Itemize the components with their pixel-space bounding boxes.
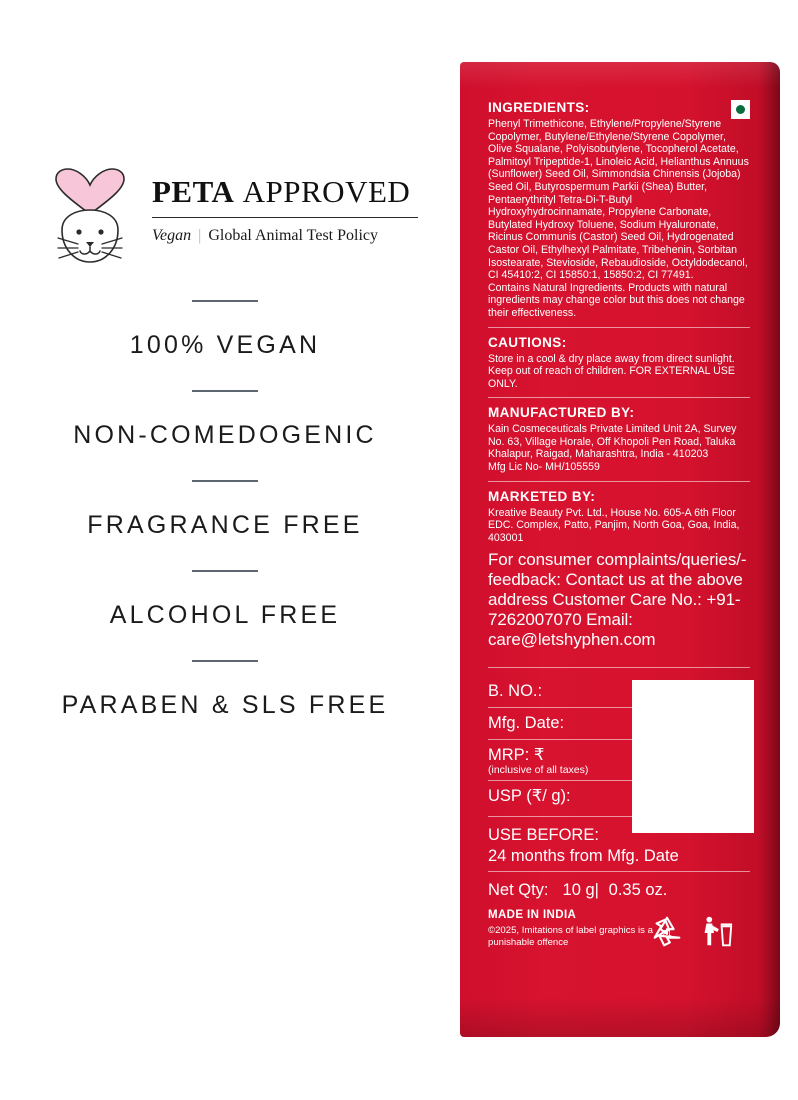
cautions-section: [488, 335, 750, 391]
net-quantity-row: Net Qty: 10 g| 0.35 oz.: [488, 881, 668, 900]
carton-right-edge-shading: [758, 62, 780, 1037]
manufactured-by-body: Kain Cosmeceuticals Private Limited Unit 2A, Survey No. 63, Village Horale, Off Khopoli Pen Road, Taluka Khalapur, Raigad, Maharashtra, India - 410203: [488, 423, 737, 461]
cautions-heading: CAUTIONS:: [488, 334, 567, 350]
peta-divider-rule: [152, 217, 418, 218]
claim-separator: [192, 570, 258, 572]
net-qty-value: 10 g: [562, 881, 595, 900]
section-divider: [488, 739, 638, 740]
section-divider: [488, 871, 750, 872]
cautions-body: Store in a cool & dry place away from direct sunlight. Keep out of reach of children. FOR EXTERNAL USE ONLY.: [488, 352, 735, 390]
section-divider: [488, 667, 750, 668]
mrp-label-text: MRP: ₹: [488, 746, 545, 765]
peta-approved-badge: [42, 168, 418, 278]
consumer-care-text: For consumer complaints/queries/-feedback: Contact us at the above address Customer Care No.: +91-7262007070 Email: care@letshyphen.com: [488, 550, 747, 650]
carton-top-shading: [460, 62, 780, 88]
claim-item: PARABEN & SLS FREE: [61, 691, 389, 719]
ingredients-body: Phenyl Trimethicone, Ethylene/Propylene/Styrene Copolymer, Butylene/Ethylene/Styrene Copolymer, Olive Squalane, Polyisobutylene, Tocopherol Acetate, Palmitoyl Tripeptide-1, Linoleic Acid, Helianthus Annuus (Sunflower) Seed Oil, Simmondsia Chinensis (Jojoba) Seed Oil, Butyrospermum Parkii (Shea) Butter, Pentaerythrityl Tetra-Di-T-Butyl Hydroxyhydrocinnamate, Propylene Carbonate, Butylated Hydroxy Toluene, Sodium Hyaluronate, Ricinus Communis (Castor) Seed Oil, Hydrogenated Castor Oil, Ethylhexyl Palmitate, Tribehenin, Sorbitan Isostearate, Stevioside, Rebaudioside, Octyldodecanol, CI 45410:2, CI 15850:1, 15850:2, CI 77491.: [488, 118, 749, 282]
claim-separator: [192, 660, 258, 662]
peta-policy-text: Global Animal Test Policy: [208, 227, 378, 244]
ingredients-note: Contains Natural Ingredients. Products with natural ingredients may change color but this does not change their effectiveness.: [488, 281, 745, 319]
use-before-label: USE BEFORE:: [488, 826, 599, 845]
section-divider: [488, 780, 638, 781]
carton-back-panel-text: [488, 100, 750, 958]
manufactured-by-section: [488, 405, 750, 473]
peta-approved-title: [152, 174, 418, 210]
net-qty-alt: 0.35 oz.: [608, 881, 668, 900]
peta-brand-word: PETA: [152, 174, 235, 209]
vegetarian-mark-inner: [732, 101, 749, 118]
ingredients-section: [488, 100, 750, 320]
product-carton-photo: [450, 0, 798, 1100]
ingredients-heading: INGREDIENTS:: [488, 100, 590, 115]
section-divider: [488, 327, 750, 328]
net-qty-label: Net Qty:: [488, 881, 549, 900]
vegetarian-mark-icon: [731, 100, 750, 119]
peta-bunny-heart-icon: [42, 168, 138, 272]
marketed-by-heading: MARKETED BY:: [488, 488, 596, 504]
usp-label: USP (₹/ g):: [488, 787, 571, 806]
peta-subtitle: [152, 227, 418, 245]
section-divider: [488, 397, 750, 398]
claim-item: FRAGRANCE FREE: [87, 511, 363, 539]
dispose-in-bin-icon: [696, 913, 734, 951]
marketed-by-section: [488, 489, 750, 545]
batch-print-white-box: [632, 680, 754, 833]
carton-body: [460, 62, 780, 1037]
claim-separator: [192, 480, 258, 482]
recycle-21-icon: [648, 913, 686, 951]
claim-item: ALCOHOL FREE: [109, 601, 341, 629]
peta-pipe-divider: |: [198, 227, 202, 244]
eco-icons-group: [648, 913, 744, 953]
claim-separator: [192, 300, 258, 302]
batch-number-label: B. NO.:: [488, 682, 543, 701]
mrp-tax-note: (inclusive of all taxes): [488, 764, 589, 777]
claim-item: NON-COMEDOGENIC: [73, 421, 377, 449]
copyright-notice: ©2025, Imitations of label graphics is a punishable offence: [488, 925, 653, 949]
manufactured-by-heading: MANUFACTURED BY:: [488, 405, 635, 421]
batch-details-block: [488, 678, 750, 810]
vegetarian-green-dot: [736, 105, 745, 114]
peta-text-block: [152, 174, 418, 245]
svg-text:21: 21: [662, 927, 672, 938]
use-before-value: 24 months from Mfg. Date: [488, 847, 679, 866]
carton-bottom-shading: [460, 997, 780, 1037]
marketed-by-body: Kreative Beauty Pvt. Ltd., House No. 605-A 6th Floor EDC. Complex, Patto, Panjim, North Goa, Goa, India, 403001: [488, 506, 740, 544]
section-divider: [488, 481, 750, 482]
claim-item: 100% VEGAN: [129, 331, 321, 359]
section-divider: [488, 707, 638, 708]
mfg-date-label: Mfg. Date:: [488, 714, 565, 733]
claims-list: [0, 300, 450, 720]
manufacturing-licence: Mfg Lic No- MH/105559: [488, 461, 600, 474]
peta-approved-word: APPROVED: [242, 174, 411, 209]
claim-separator: [192, 390, 258, 392]
made-in-india-text: MADE IN INDIA: [488, 909, 577, 922]
peta-vegan-word: Vegan: [152, 227, 192, 244]
